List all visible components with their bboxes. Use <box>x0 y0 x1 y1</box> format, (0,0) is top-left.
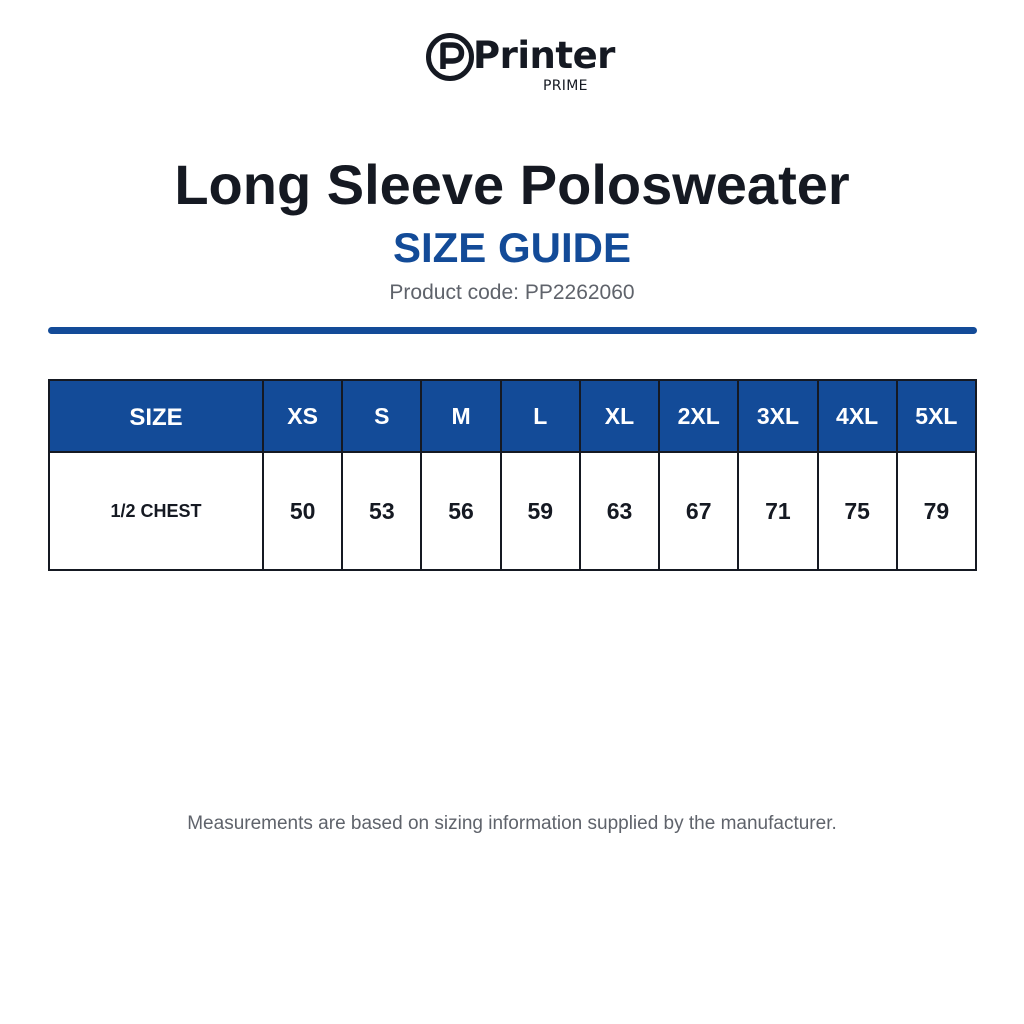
product-code: Product code: PP2262060 <box>389 281 635 304</box>
table-header-cell: S <box>342 380 421 452</box>
table-cell: 53 <box>342 452 421 570</box>
table-cell: 79 <box>897 452 976 570</box>
size-table <box>48 379 977 571</box>
table-cell: 63 <box>580 452 659 570</box>
page-subtitle: SIZE GUIDE <box>392 224 632 271</box>
table-header-cell: L <box>501 380 580 452</box>
brand-logo <box>426 32 615 94</box>
table-cell: 75 <box>818 452 897 570</box>
page-title: Long Sleeve Polosweater <box>174 153 850 216</box>
printer-p-icon <box>426 33 474 81</box>
table-header-cell: XL <box>580 380 659 452</box>
table-header-cell: 4XL <box>818 380 897 452</box>
table-header-size: SIZE <box>49 380 263 452</box>
table-cell: 67 <box>659 452 738 570</box>
brand-sub: PRIME <box>543 78 588 94</box>
table-cell: 71 <box>738 452 817 570</box>
table-header-cell: 2XL <box>659 380 738 452</box>
brand-name: Printer <box>473 34 615 77</box>
table-row <box>49 452 976 570</box>
table-header-row <box>49 380 976 452</box>
table-header-cell: 5XL <box>897 380 976 452</box>
row-label: 1/2 CHEST <box>49 452 263 570</box>
divider <box>48 327 977 334</box>
footnote: Measurements are based on sizing information supplied by the manufacturer. <box>187 813 837 834</box>
table-header-cell: M <box>421 380 500 452</box>
table-header-cell: XS <box>263 380 342 452</box>
table-header-cell: 3XL <box>738 380 817 452</box>
table-cell: 59 <box>501 452 580 570</box>
table-cell: 50 <box>263 452 342 570</box>
table-cell: 56 <box>421 452 500 570</box>
